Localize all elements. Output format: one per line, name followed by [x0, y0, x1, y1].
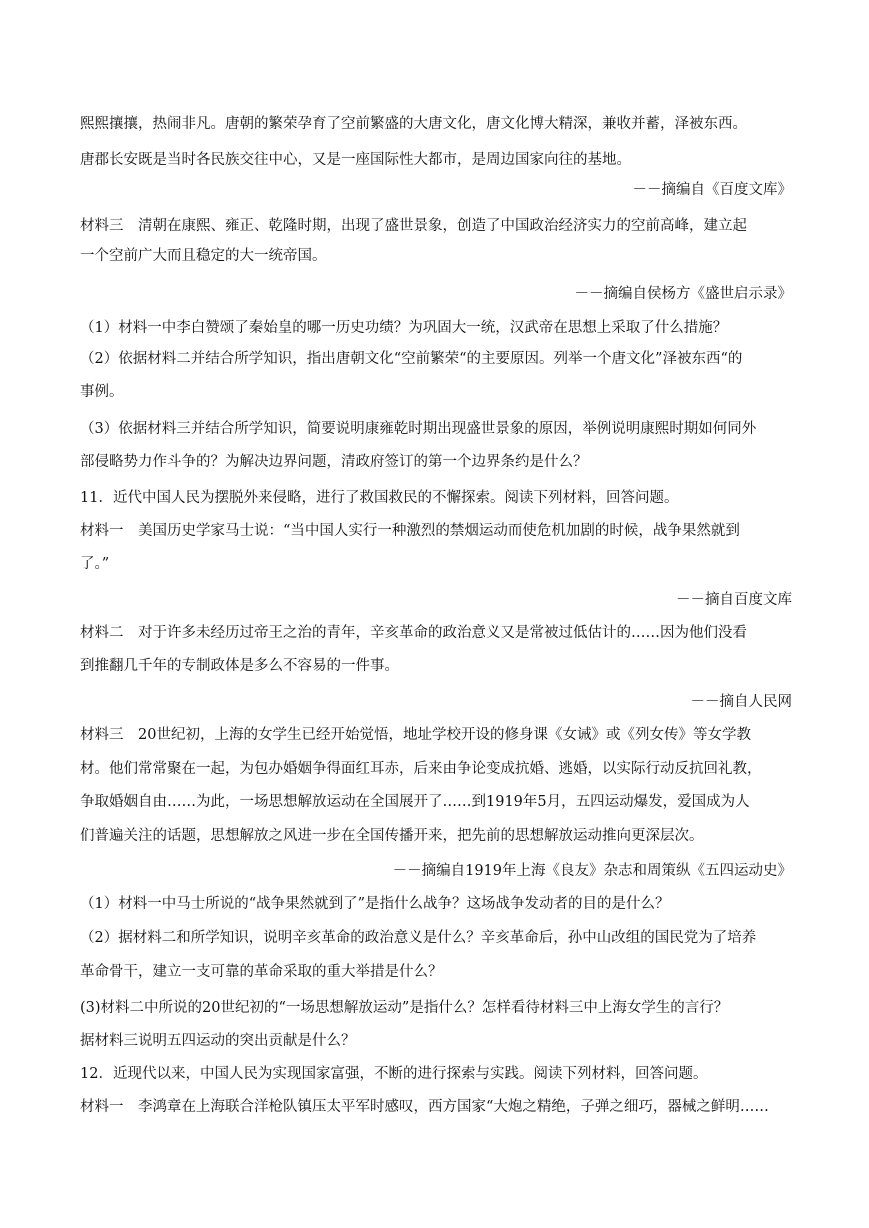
- text-line: 材料三 清朝在康熙、雍正、乾隆时期，出现了盛世景象，创造了中国政治经济实力的空前高峰，建立起: [80, 218, 747, 234]
- question-line: （3）依据材料三并结合所学知识，简要说明康雍乾时期出现盛世景象的原因，举例说明康熙时期如何同外: [80, 421, 757, 437]
- question-heading: 11．近代中国人民为摆脱外来侵略，进行了救国救民的不懈探索。阅读下列材料，回答问题。: [80, 490, 679, 506]
- text-line: 材料一 美国历史学家马士说：“当中国人实行一种激烈的禁烟运动而使危机加剧的时候，战争果然就到: [80, 523, 740, 539]
- question-heading: 12．近现代以来，中国人民为实现国家富强，不断的进行探索与实践。阅读下列材料，回答问题。: [80, 1066, 708, 1082]
- source-citation: －－摘编自1919年上海《良友》杂志和周策纵《五四运动史》: [392, 863, 792, 879]
- text-line: 一个空前广大而且稳定的大一统帝国。: [80, 248, 327, 264]
- text-line: 到推翻几千年的专制政体是多么不容易的一件事。: [80, 658, 399, 674]
- source-citation: －－摘编自《百度文库》: [632, 182, 792, 198]
- source-citation: －－摘自百度文库: [676, 592, 792, 608]
- question-line: 事例。: [80, 384, 124, 400]
- question-line: （1）材料一中马士所说的“战争果然就到了”是指什么战争？这场战争发动者的目的是什么？: [80, 896, 670, 912]
- source-citation: －－摘编自侯杨方《盛世启示录》: [574, 286, 792, 302]
- source-citation: －－摘自人民网: [690, 694, 792, 710]
- question-line: 革命骨干，建立一支可靠的革命采取的重大举措是什么？: [80, 964, 443, 980]
- question-line: 据材料三说明五四运动的突出贡献是什么？: [80, 1033, 356, 1049]
- text-line: 唐郡长安既是当时各民族交往中心，又是一座国际性大都市，是周边国家向往的基地。: [80, 152, 631, 168]
- text-line: 争取婚姻自由……为此，一场思想解放运动在全国展开了……到1919年5月，五四运动爆发，爱国成为人: [80, 794, 750, 810]
- question-line: 部侵略势力作斗争的？为解决边界问题，清政府签订的第一个边界条约是什么？: [80, 454, 588, 470]
- question-line: （2）依据材料二并结合所学知识，指出唐朝文化“空前繁荣“的主要原因。列举一个唐文化”泽被东西“的: [80, 351, 743, 367]
- question-line: （2）据材料二和所学知识，说明辛亥革命的政治意义是什么？辛亥革命后，孙中山改组的国民党为了培养: [80, 930, 757, 946]
- text-line: 材料二 对于许多未经历过帝王之治的青年，辛亥革命的政治意义又是常被过低估计的……因为他们没看: [80, 625, 747, 641]
- text-line: 材料三 20世纪初，上海的女学生已经开始觉悟，地址学校开设的修身课《女诫》或《列女传》等女学教: [80, 727, 751, 743]
- question-line: （1）材料一中李白赞颂了秦始皇的哪一历史功绩？为巩固大一统，汉武帝在思想上采取了什么措施？: [80, 320, 728, 336]
- text-line: 们普遍关注的话题，思想解放之风进一步在全国传播开来，把先前的思想解放运动推向更深层次。: [80, 828, 704, 844]
- text-line: 材料一 李鸿章在上海联合洋枪队镇压太平军时感叹，西方国家“大炮之精绝，子弹之细巧，器械之鲜明……: [80, 1099, 769, 1115]
- text-line: 材。他们常常聚在一起，为包办婚姻争得面红耳赤，后来由争论变成抗婚、逃婚，以实际行动反抗回礼教，: [80, 761, 762, 777]
- question-line: (3)材料二中所说的20世纪初的“一场思想解放运动”是指什么？怎样看待材料三中上海女学生的言行？: [80, 1000, 729, 1016]
- text-line: 了。”: [80, 556, 110, 572]
- text-line: 熙熙攘攘，热闹非凡。唐朝的繁荣孕育了空前繁盛的大唐文化，唐文化博大精深，兼收并蓄，泽被东西。: [80, 116, 747, 132]
